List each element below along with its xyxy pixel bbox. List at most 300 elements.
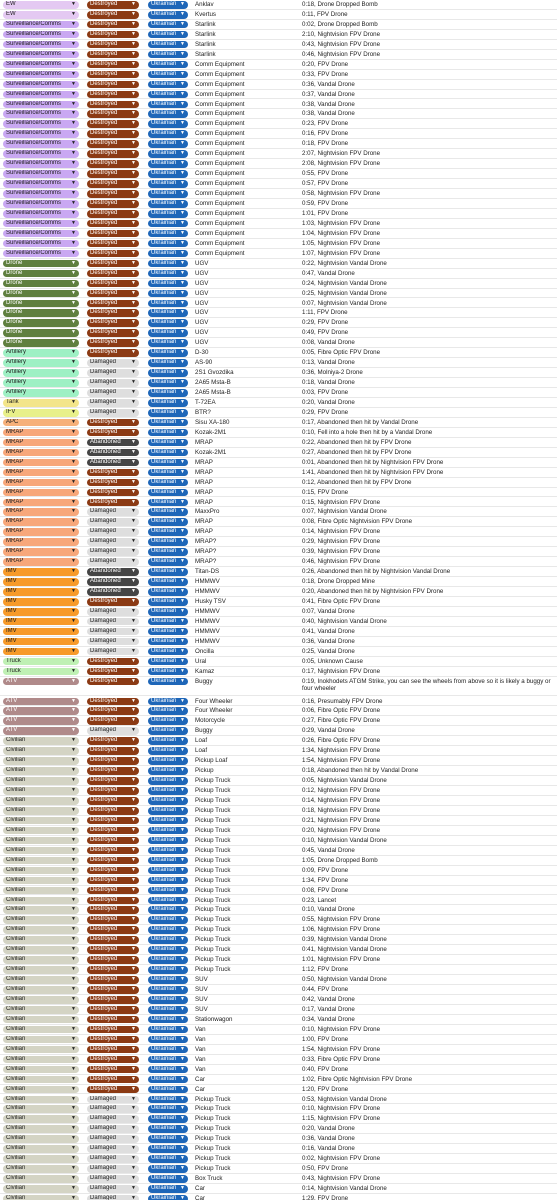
status-dropdown[interactable] [87, 618, 139, 626]
category-dropdown[interactable] [3, 1016, 79, 1024]
owner-dropdown[interactable] [148, 877, 188, 885]
note-cell[interactable]: 0:19, Inokhodets ATGM Strike, you can see the wheels from above so it is likely a buggy or four wheeler [302, 677, 551, 692]
model-cell[interactable]: 2A65 Msta-B [195, 389, 231, 397]
note-cell[interactable]: 0:57, FPV Drone [302, 180, 349, 188]
owner-dropdown[interactable] [148, 678, 188, 686]
note-cell[interactable]: 0:10, Vandal Drone [302, 906, 355, 914]
note-cell[interactable]: 0:40, FPV Drone [302, 1065, 349, 1073]
note-cell[interactable]: 0:33, Fibre Optic FPV Drone [302, 1055, 381, 1063]
category-dropdown[interactable] [3, 270, 79, 278]
model-cell[interactable]: Pickup Truck [195, 906, 231, 914]
owner-dropdown[interactable] [148, 1115, 188, 1123]
note-cell[interactable]: 0:44, FPV Drone [302, 986, 349, 994]
category-dropdown[interactable] [3, 499, 79, 507]
note-cell[interactable]: 0:27, Abandoned then hit by FPV Drone [302, 448, 412, 456]
model-cell[interactable]: Comm Equipment [195, 160, 245, 168]
note-cell[interactable]: 0:27, Fibre Optic FPV Drone [302, 717, 381, 725]
owner-dropdown[interactable] [148, 329, 188, 337]
status-dropdown[interactable] [87, 737, 139, 745]
owner-dropdown[interactable] [148, 797, 188, 805]
owner-dropdown[interactable] [148, 200, 188, 208]
status-dropdown[interactable] [87, 81, 139, 89]
owner-dropdown[interactable] [148, 1165, 188, 1173]
category-dropdown[interactable] [3, 200, 79, 208]
model-cell[interactable]: Pickup Truck [195, 876, 231, 884]
note-cell[interactable]: 2:07, Nightvision FPV Drone [302, 150, 381, 158]
status-dropdown[interactable] [87, 120, 139, 128]
category-dropdown[interactable] [3, 538, 79, 546]
owner-dropdown[interactable] [148, 956, 188, 964]
status-dropdown[interactable] [87, 508, 139, 516]
note-cell[interactable]: 0:23, FPV Drone [302, 120, 349, 128]
category-dropdown[interactable] [3, 309, 79, 317]
model-cell[interactable]: Van [195, 1045, 206, 1053]
owner-dropdown[interactable] [148, 110, 188, 118]
category-dropdown[interactable] [3, 439, 79, 447]
category-dropdown[interactable] [3, 81, 79, 89]
status-dropdown[interactable] [87, 1076, 139, 1084]
model-cell[interactable]: Pickup Truck [195, 926, 231, 934]
status-dropdown[interactable] [87, 1175, 139, 1183]
note-cell[interactable]: 0:01, Abandoned then hit by Nightvision FPV Drone [302, 458, 444, 466]
owner-dropdown[interactable] [148, 887, 188, 895]
note-cell[interactable]: 0:14, Nightvision FPV Drone [302, 528, 381, 536]
note-cell[interactable]: 1:01, Nightvision FPV Drone [302, 956, 381, 964]
owner-dropdown[interactable] [148, 1016, 188, 1024]
owner-dropdown[interactable] [148, 439, 188, 447]
status-dropdown[interactable] [87, 399, 139, 407]
owner-dropdown[interactable] [148, 847, 188, 855]
category-dropdown[interactable] [3, 349, 79, 357]
status-dropdown[interactable] [87, 608, 139, 616]
owner-dropdown[interactable] [148, 170, 188, 178]
model-cell[interactable]: Starlink [195, 50, 216, 58]
status-dropdown[interactable] [87, 976, 139, 984]
owner-dropdown[interactable] [148, 817, 188, 825]
note-cell[interactable]: 0:43, Nightvision FPV Drone [302, 1175, 381, 1183]
note-cell[interactable]: 0:46, Nightvision FPV Drone [302, 50, 381, 58]
model-cell[interactable]: Starlink [195, 20, 216, 28]
status-dropdown[interactable] [87, 240, 139, 248]
owner-dropdown[interactable] [148, 996, 188, 1004]
category-dropdown[interactable] [3, 61, 79, 69]
owner-dropdown[interactable] [148, 857, 188, 865]
category-dropdown[interactable] [3, 618, 79, 626]
category-dropdown[interactable] [3, 11, 79, 19]
status-dropdown[interactable] [87, 429, 139, 437]
model-cell[interactable]: Kvertus [195, 10, 216, 18]
category-dropdown[interactable] [3, 1175, 79, 1183]
category-dropdown[interactable] [3, 867, 79, 875]
status-dropdown[interactable] [87, 658, 139, 666]
note-cell[interactable]: 0:03, FPV Drone [302, 389, 349, 397]
status-dropdown[interactable] [87, 230, 139, 238]
model-cell[interactable]: D-30 [195, 349, 209, 357]
note-cell[interactable]: 0:42, Vandal Drone [302, 996, 355, 1003]
model-cell[interactable]: MRAP? [195, 558, 217, 566]
status-dropdown[interactable] [87, 757, 139, 765]
status-dropdown[interactable] [87, 1066, 139, 1074]
model-cell[interactable]: Comm Equipment [195, 239, 245, 247]
model-cell[interactable]: MRAP [195, 458, 213, 466]
note-cell[interactable]: 1:54, Nightvision FPV Drone [302, 1045, 381, 1053]
model-cell[interactable]: Starlink [195, 30, 216, 38]
model-cell[interactable]: Comm Equipment [195, 100, 245, 108]
note-cell[interactable]: 0:07, Nightvision Vandal Drone [302, 299, 387, 307]
owner-dropdown[interactable] [148, 1135, 188, 1143]
note-cell[interactable]: 0:14, Nightvision Vandal Drone [302, 1185, 387, 1193]
owner-dropdown[interactable] [148, 668, 188, 676]
status-dropdown[interactable] [87, 270, 139, 278]
note-cell[interactable]: 0:37, Vandal Drone [302, 90, 355, 98]
category-dropdown[interactable] [3, 250, 79, 258]
category-dropdown[interactable] [3, 727, 79, 735]
owner-dropdown[interactable] [148, 250, 188, 258]
category-dropdown[interactable] [3, 787, 79, 795]
note-cell[interactable]: 0:20, Vandal Drone [302, 1125, 355, 1133]
owner-dropdown[interactable] [148, 71, 188, 79]
category-dropdown[interactable] [3, 459, 79, 467]
model-cell[interactable]: Comm Equipment [195, 110, 245, 118]
model-cell[interactable]: Comm Equipment [195, 209, 245, 217]
category-dropdown[interactable] [3, 528, 79, 536]
owner-dropdown[interactable] [148, 1076, 188, 1084]
model-cell[interactable]: Car [195, 1185, 205, 1193]
note-cell[interactable]: 0:39, Nightvision Vandal Drone [302, 936, 387, 944]
owner-dropdown[interactable] [148, 578, 188, 586]
owner-dropdown[interactable] [148, 1066, 188, 1074]
note-cell[interactable]: 0:18, Drone Dropped Mine [302, 578, 375, 586]
status-dropdown[interactable] [87, 190, 139, 198]
note-cell[interactable]: 0:16, FPV Drone [302, 130, 349, 138]
category-dropdown[interactable] [3, 1155, 79, 1163]
status-dropdown[interactable] [87, 1165, 139, 1173]
note-cell[interactable]: 1:20, FPV Drone [302, 1085, 349, 1093]
owner-dropdown[interactable] [148, 429, 188, 437]
category-dropdown[interactable] [3, 429, 79, 437]
model-cell[interactable]: Buggy [195, 727, 213, 735]
note-cell[interactable]: 0:41, Fibre Optic FPV Drone [302, 598, 381, 605]
status-dropdown[interactable] [87, 668, 139, 676]
category-dropdown[interactable] [3, 180, 79, 188]
note-cell[interactable]: 0:50, FPV Drone [302, 1165, 349, 1173]
category-dropdown[interactable] [3, 887, 79, 895]
model-cell[interactable]: Box Truck [195, 1175, 223, 1183]
model-cell[interactable]: UGV [195, 319, 209, 327]
model-cell[interactable]: Pickup Truck [195, 806, 231, 814]
status-dropdown[interactable] [87, 837, 139, 845]
note-cell[interactable]: 0:12, Abandoned then hit by FPV Drone [302, 478, 412, 486]
owner-dropdown[interactable] [148, 1036, 188, 1044]
model-cell[interactable]: Kamaz [195, 667, 215, 675]
model-cell[interactable]: Pickup Truck [195, 1095, 231, 1103]
model-cell[interactable]: Comm Equipment [195, 170, 245, 178]
status-dropdown[interactable] [87, 1006, 139, 1014]
category-dropdown[interactable] [3, 588, 79, 596]
model-cell[interactable]: Loaf [195, 737, 208, 745]
category-dropdown[interactable] [3, 1026, 79, 1034]
owner-dropdown[interactable] [148, 827, 188, 835]
status-dropdown[interactable] [87, 598, 139, 606]
note-cell[interactable]: 0:29, Vandal Drone [302, 727, 355, 735]
category-dropdown[interactable] [3, 857, 79, 865]
model-cell[interactable]: Comm Equipment [195, 130, 245, 138]
owner-dropdown[interactable] [148, 638, 188, 646]
category-dropdown[interactable] [3, 101, 79, 109]
owner-dropdown[interactable] [148, 1096, 188, 1104]
owner-dropdown[interactable] [148, 369, 188, 377]
category-dropdown[interactable] [3, 339, 79, 347]
model-cell[interactable]: HMMWV [195, 607, 220, 615]
note-cell[interactable]: 0:17, Abandoned then hit by Vandal Drone [302, 418, 419, 426]
note-cell[interactable]: 0:17, Nightvision FPV Drone [302, 667, 381, 675]
note-cell[interactable]: 1:34, Nightvision FPV Drone [302, 747, 381, 755]
owner-dropdown[interactable] [148, 717, 188, 725]
model-cell[interactable]: MRAP? [195, 538, 217, 546]
category-dropdown[interactable] [3, 1135, 79, 1143]
status-dropdown[interactable] [87, 1046, 139, 1054]
category-dropdown[interactable] [3, 916, 79, 924]
category-dropdown[interactable] [3, 1165, 79, 1173]
model-cell[interactable]: Motorcycle [195, 717, 225, 725]
model-cell[interactable]: MRAP [195, 488, 213, 496]
note-cell[interactable]: 0:10, Nightvision Vandal Drone [302, 836, 387, 844]
status-dropdown[interactable] [87, 91, 139, 99]
status-dropdown[interactable] [87, 130, 139, 138]
owner-dropdown[interactable] [148, 1056, 188, 1064]
model-cell[interactable]: Pickup Truck [195, 1125, 231, 1133]
model-cell[interactable]: HMMWV [195, 617, 220, 625]
model-cell[interactable]: Pickup Truck [195, 777, 231, 785]
note-cell[interactable]: 0:08, Vandal Drone [302, 339, 355, 347]
note-cell[interactable]: 0:41, Nightvision Vandal Drone [302, 946, 387, 954]
owner-dropdown[interactable] [148, 240, 188, 248]
category-dropdown[interactable] [3, 956, 79, 964]
category-dropdown[interactable] [3, 847, 79, 855]
category-dropdown[interactable] [3, 220, 79, 228]
status-dropdown[interactable] [87, 986, 139, 994]
owner-dropdown[interactable] [148, 21, 188, 29]
note-cell[interactable]: 1:02, Fibre Optic Nightvision FPV Drone [302, 1075, 413, 1083]
status-dropdown[interactable] [87, 499, 139, 507]
note-cell[interactable]: 0:20, Nightvision FPV Drone [302, 826, 381, 834]
owner-dropdown[interactable] [148, 538, 188, 546]
note-cell[interactable]: 0:15, Nightvision FPV Drone [302, 498, 381, 506]
model-cell[interactable]: Pickup Truck [195, 966, 231, 974]
note-cell[interactable]: 0:10, Nightvision FPV Drone [302, 1105, 381, 1113]
note-cell[interactable]: 0:13, Vandal Drone [302, 359, 355, 367]
model-cell[interactable]: Comm Equipment [195, 249, 245, 257]
model-cell[interactable]: UGV [195, 269, 209, 277]
model-cell[interactable]: 2S1 Gvozdika [195, 369, 234, 377]
note-cell[interactable]: 1:04, Nightvision FPV Drone [302, 229, 381, 237]
model-cell[interactable]: Pickup [195, 767, 214, 775]
note-cell[interactable]: 0:18, FPV Drone [302, 140, 349, 148]
category-dropdown[interactable] [3, 1066, 79, 1074]
owner-dropdown[interactable] [148, 359, 188, 367]
category-dropdown[interactable] [3, 190, 79, 198]
category-dropdown[interactable] [3, 369, 79, 377]
category-dropdown[interactable] [3, 897, 79, 905]
note-cell[interactable]: 0:26, Fibre Optic FPV Drone [302, 737, 381, 745]
status-dropdown[interactable] [87, 1, 139, 9]
model-cell[interactable]: Oncilla [195, 647, 214, 655]
category-dropdown[interactable] [3, 508, 79, 516]
owner-dropdown[interactable] [148, 469, 188, 477]
category-dropdown[interactable] [3, 817, 79, 825]
category-dropdown[interactable] [3, 1006, 79, 1014]
note-cell[interactable]: 1:00, FPV Drone [302, 1035, 349, 1043]
category-dropdown[interactable] [3, 160, 79, 168]
owner-dropdown[interactable] [148, 230, 188, 238]
model-cell[interactable]: Pickup Truck [195, 1135, 231, 1143]
owner-dropdown[interactable] [148, 220, 188, 228]
owner-dropdown[interactable] [148, 1145, 188, 1153]
owner-dropdown[interactable] [148, 1026, 188, 1034]
category-dropdown[interactable] [3, 1115, 79, 1123]
model-cell[interactable]: 2A65 Msta-B [195, 379, 231, 387]
owner-dropdown[interactable] [148, 787, 188, 795]
model-cell[interactable]: Pickup Truck [195, 826, 231, 834]
note-cell[interactable]: 0:20, FPV Drone [302, 60, 349, 68]
owner-dropdown[interactable] [148, 270, 188, 278]
status-dropdown[interactable] [87, 51, 139, 59]
category-dropdown[interactable] [3, 240, 79, 248]
owner-dropdown[interactable] [148, 1, 188, 9]
note-cell[interactable]: 0:58, Nightvision FPV Drone [302, 190, 381, 198]
owner-dropdown[interactable] [148, 41, 188, 49]
note-cell[interactable]: 1:54, Nightvision FPV Drone [302, 757, 381, 765]
model-cell[interactable]: Van [195, 1025, 206, 1033]
owner-dropdown[interactable] [148, 1006, 188, 1014]
status-dropdown[interactable] [87, 857, 139, 865]
model-cell[interactable]: Pickup Truck [195, 936, 231, 944]
model-cell[interactable]: Pickup Truck [195, 1165, 231, 1173]
note-cell[interactable]: 0:10, Nightvision FPV Drone [302, 1025, 381, 1033]
owner-dropdown[interactable] [148, 489, 188, 497]
owner-dropdown[interactable] [148, 479, 188, 487]
status-dropdown[interactable] [87, 389, 139, 397]
category-dropdown[interactable] [3, 319, 79, 327]
note-cell[interactable]: 0:47, Vandal Drone [302, 269, 355, 277]
status-dropdown[interactable] [87, 956, 139, 964]
category-dropdown[interactable] [3, 51, 79, 59]
category-dropdown[interactable] [3, 648, 79, 656]
note-cell[interactable]: 0:36, Vandal Drone [302, 637, 355, 645]
owner-dropdown[interactable] [148, 150, 188, 158]
owner-dropdown[interactable] [148, 260, 188, 268]
model-cell[interactable]: Pickup Truck [195, 916, 231, 924]
owner-dropdown[interactable] [148, 101, 188, 109]
status-dropdown[interactable] [87, 140, 139, 148]
status-dropdown[interactable] [87, 170, 139, 178]
status-dropdown[interactable] [87, 817, 139, 825]
owner-dropdown[interactable] [148, 1105, 188, 1113]
status-dropdown[interactable] [87, 568, 139, 576]
status-dropdown[interactable] [87, 439, 139, 447]
owner-dropdown[interactable] [148, 280, 188, 288]
owner-dropdown[interactable] [148, 757, 188, 765]
note-cell[interactable]: 0:17, Vandal Drone [302, 1005, 355, 1013]
owner-dropdown[interactable] [148, 837, 188, 845]
model-cell[interactable]: MRAP [195, 468, 213, 476]
note-cell[interactable]: 0:10, Fell into a hole then hit by a Vandal Drone [302, 428, 433, 436]
status-dropdown[interactable] [87, 1125, 139, 1133]
status-dropdown[interactable] [87, 31, 139, 39]
note-cell[interactable]: 1:11, FPV Drone [302, 309, 348, 317]
category-dropdown[interactable] [3, 210, 79, 218]
owner-dropdown[interactable] [148, 867, 188, 875]
model-cell[interactable]: SUV [195, 1005, 208, 1013]
model-cell[interactable]: Comm Equipment [195, 120, 245, 128]
note-cell[interactable]: 0:15, FPV Drone [302, 488, 349, 496]
owner-dropdown[interactable] [148, 140, 188, 148]
model-cell[interactable]: Starlink [195, 40, 216, 48]
status-dropdown[interactable] [87, 1195, 139, 1200]
status-dropdown[interactable] [87, 906, 139, 914]
model-cell[interactable]: Titan-DS [195, 568, 220, 576]
status-dropdown[interactable] [87, 777, 139, 785]
model-cell[interactable]: HMMWV [195, 637, 220, 645]
category-dropdown[interactable] [3, 996, 79, 1004]
category-dropdown[interactable] [3, 1145, 79, 1153]
category-dropdown[interactable] [3, 807, 79, 815]
owner-dropdown[interactable] [148, 966, 188, 974]
category-dropdown[interactable] [3, 1096, 79, 1104]
note-cell[interactable]: 0:22, Abandoned then hit by FPV Drone [302, 438, 412, 446]
model-cell[interactable]: Ural [195, 657, 207, 665]
note-cell[interactable]: 0:23, Lancet [302, 896, 337, 904]
status-dropdown[interactable] [87, 1115, 139, 1123]
model-cell[interactable]: MRAP? [195, 548, 217, 556]
status-dropdown[interactable] [87, 469, 139, 477]
note-cell[interactable]: 1:05, Nightvision FPV Drone [302, 239, 381, 247]
status-dropdown[interactable] [87, 280, 139, 288]
note-cell[interactable]: 0:20, Vandal Drone [302, 399, 355, 406]
status-dropdown[interactable] [87, 359, 139, 367]
note-cell[interactable]: 1:12, FPV Drone [302, 966, 349, 974]
category-dropdown[interactable] [3, 658, 79, 666]
model-cell[interactable]: T-72EA [195, 399, 216, 406]
category-dropdown[interactable] [3, 419, 79, 427]
model-cell[interactable]: MRAP [195, 498, 213, 506]
category-dropdown[interactable] [3, 280, 79, 288]
category-dropdown[interactable] [3, 1105, 79, 1113]
status-dropdown[interactable] [87, 160, 139, 168]
category-dropdown[interactable] [3, 150, 79, 158]
model-cell[interactable]: Anklav [195, 1, 214, 8]
owner-dropdown[interactable] [148, 1155, 188, 1163]
owner-dropdown[interactable] [148, 747, 188, 755]
category-dropdown[interactable] [3, 399, 79, 407]
status-dropdown[interactable] [87, 678, 139, 686]
status-dropdown[interactable] [87, 110, 139, 118]
category-dropdown[interactable] [3, 698, 79, 706]
note-cell[interactable]: 0:02, Drone Dropped Bomb [302, 20, 378, 28]
model-cell[interactable]: Comm Equipment [195, 190, 245, 198]
category-dropdown[interactable] [3, 379, 79, 387]
status-dropdown[interactable] [87, 996, 139, 1004]
owner-dropdown[interactable] [148, 160, 188, 168]
category-dropdown[interactable] [3, 737, 79, 745]
model-cell[interactable]: Pickup Truck [195, 1105, 231, 1113]
category-dropdown[interactable] [3, 120, 79, 128]
category-dropdown[interactable] [3, 578, 79, 586]
model-cell[interactable]: Loaf [195, 747, 208, 755]
note-cell[interactable]: 0:29, FPV Drone [302, 319, 349, 327]
category-dropdown[interactable] [3, 976, 79, 984]
model-cell[interactable]: UGV [195, 309, 209, 317]
